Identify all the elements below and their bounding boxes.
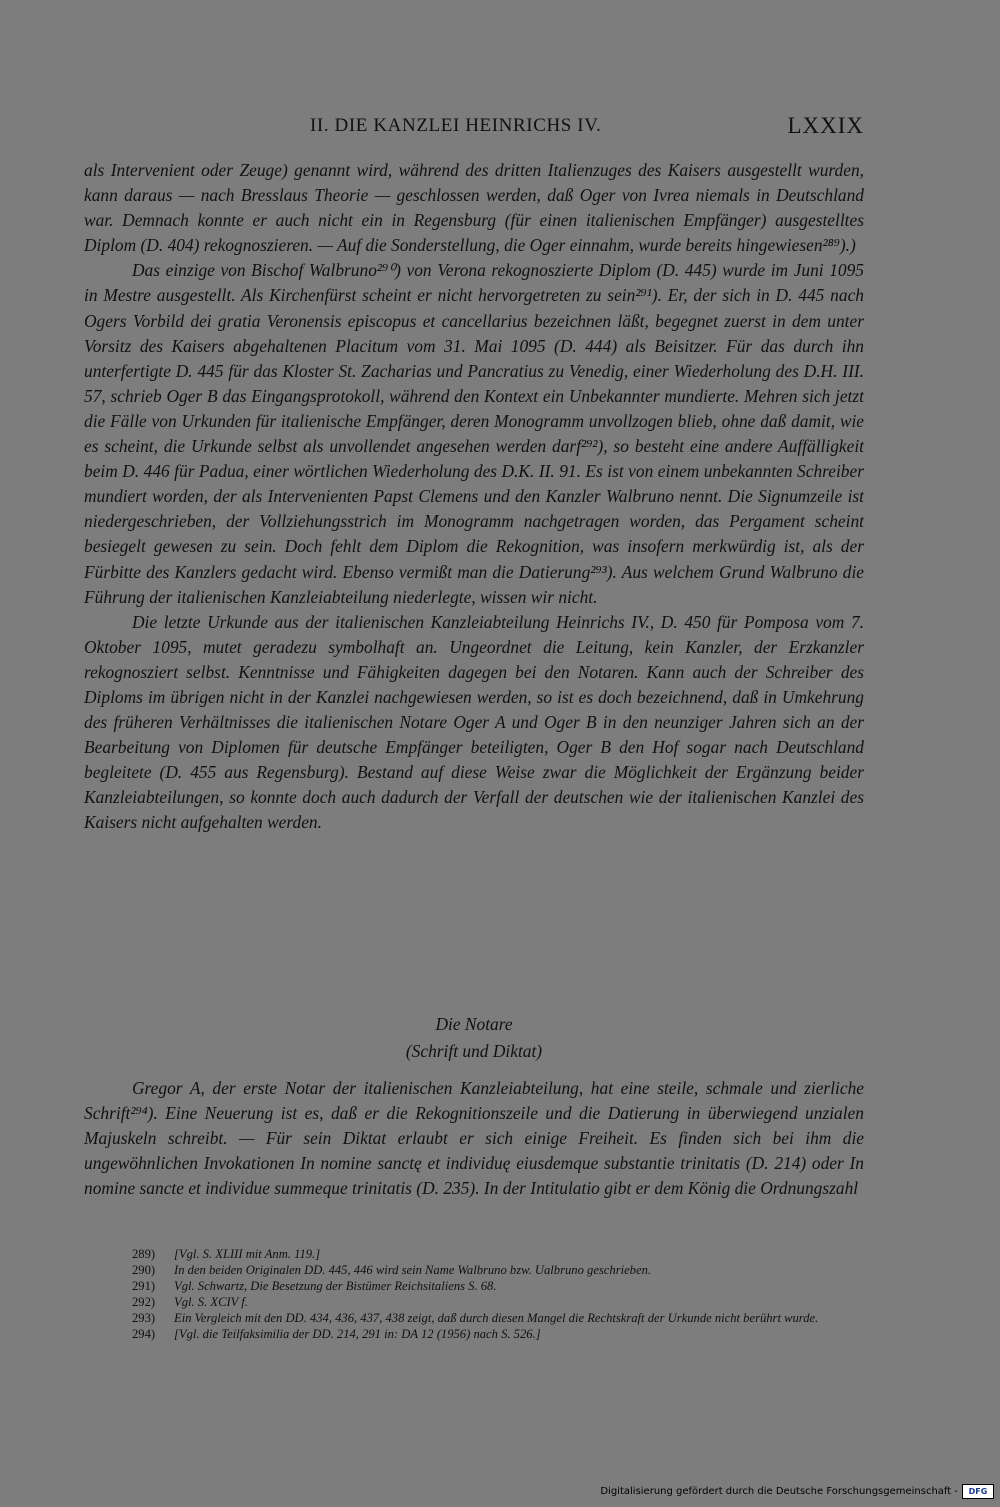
- footer-text: Digitalisierung gefördert durch die Deutsche Forschungsgemeinschaft -: [600, 1486, 958, 1497]
- dfg-logo: DFG: [962, 1484, 994, 1499]
- footnote: [132, 1246, 864, 1262]
- footnote-number: 290): [132, 1263, 156, 1278]
- paragraph: Die letzte Urkunde aus der italienischen Kanzleiabteilung Heinrichs IV., D. 450 für Pomposa vom 7. Oktober 1095, mutet geradezu symbolhaft an. Ungeordnet die Leitung, kein Kanzler, der Erzkanzler rekognosziert selbst. Kenntnisse und Fähigkeiten dagegen bei den Notaren. Kann auch der Schreiber des Diploms im übrigen nicht in der Kanzlei nachgewiesen werden, so ist es doch bezeichnend, daß in Umkehrung des früheren Verhältnisses die italienischen Notare Oger A und Oger B in den neunziger Jahren sich an der Bearbeitung von Diplomen für deutsche Empfänger beteiligten, Oger B den Hof sogar nach Deutschland begleitete (D. 455 aus Regensburg). Bestand auf diese Weise zwar die Möglichkeit der Ergänzung beider Kanzleiabteilungen, so konnte doch auch dadurch der Verfall der deutschen wie der italienischen Kanzlei des Kaisers nicht aufgehalten werden.: [84, 611, 864, 833]
- section-subheading: (Schrift und Diktat): [405, 1041, 543, 1061]
- footnote: [132, 1278, 864, 1294]
- footnote: [132, 1310, 864, 1326]
- footnote-text: In den beiden Originalen DD. 445, 446 wird sein Name Walbruno bzw. Ualbruno geschrieben.: [174, 1263, 652, 1278]
- footnote-number: 289): [132, 1247, 156, 1261]
- footnote-text: Ein Vergleich mit den DD. 434, 436, 437, 438 zeigt, daß durch diesen Mangel die Rechtskraft der Urkunde nicht berührt wurde.: [174, 1311, 819, 1326]
- footnote: [132, 1262, 864, 1278]
- footnote-number: 292): [132, 1295, 156, 1310]
- footnote-number: 294): [132, 1327, 156, 1342]
- main-text: [84, 158, 864, 836]
- section-text: [84, 1076, 864, 1201]
- paragraph: Das einzige von Bischof Walbruno²⁹⁰) von Verona rekognoszierte Diplom (D. 445) wurde im Juni 1095 in Mestre ausgestellt. Als Kirchenfürst scheint er nicht hervorgetreten zu sein²⁹¹). Er, der sich in D. 445 nach Ogers Vorbild dei gratia Veronensis episcopus et cancellarius bezeichnen läßt, begegnet zuerst in dem unter Vorsitz des Kaisers abgehaltenen Placitum vom 31. Mai 1095 (D. 444) als Beisitzer. Für das durch ihn unterfertigte D. 445 für das Kloster St. Zacharias und Pancratius zu Venedig, einer Wiederholung des D.H. III. 57, schrieb Oger B das Eingangsprotokoll, während den Kontext ein Unbekannter mundierte. Mehren sich jetzt die Fälle von Urkunden für italienische Empfänger, deren Monogramm unvollzogen blieb, ohne daß damit, wie es scheint, die Urkunde selbst als unvollendet angesehen werden darf²⁹²), so besteht eine andere Auffälligkeit beim D. 446 für Padua, einer wörtlichen Wiederholung des D.K. II. 91. Es ist von einem unbekannten Schreiber mundiert worden, der als Intervenienten Papst Clemens und den Kanzler Walbruno nennt. Die Signumzeile ist niedergeschrieben, der Vollziehungsstrich im Monogramm nachgetragen worden, das Pergament scheint besiegelt gewesen zu sein. Doch fehlt dem Diplom die Rekognition, was insofern merkwürdig ist, als der Fürbitte des Kanzlers gedacht wird. Ebenso vermißt man die Datierung²⁹³). Aus welchem Grund Walbruno die Führung der italienischen Kanzleiabteilung niederlegte, wissen wir nicht.: [84, 260, 864, 607]
- footnote: [132, 1294, 864, 1310]
- footnote-text: [Vgl. die Teilfaksimilia der DD. 214, 291 in: DA 12 (1956) nach S. 526.]: [174, 1327, 541, 1342]
- page-number: LXXIX: [787, 113, 864, 138]
- paragraph: Gregor A, der erste Notar der italienischen Kanzleiabteilung, hat eine steile, schmale und zierliche Schrift²⁹⁴). Eine Neuerung ist es, daß er die Rekognitionszeile und die Datierung in überwiegend unzialen Majuskeln schreibt. — Für sein Diktat erlaubt er sich einige Freiheit. Es finden sich bei ihm die ungewöhnlichen Invokationen In nomine sanctę et individuę eiusdemque substantie trinitatis (D. 214) oder In nomine sancte et individue summeque trinitatis (D. 235). In der Intitulatio gibt er dem König die Ordnungszahl: [84, 1078, 864, 1199]
- footnote-text: Vgl. S. XCIV f.: [174, 1295, 248, 1310]
- running-title: II. DIE KANZLEI HEINRICHS IV.: [310, 115, 602, 136]
- footnote-number: 291): [132, 1279, 156, 1294]
- digitization-footer: [600, 1484, 994, 1499]
- footnote: [132, 1326, 864, 1342]
- footnotes: [132, 1246, 864, 1343]
- paragraph: als Intervenient oder Zeuge) genannt wird, während des dritten Italienzuges des Kaisers ausgestellt wurden, kann daraus — nach Bresslaus Theorie — geschlossen werden, daß Oger von Ivrea niemals in Deutschland war. Demnach konnte er auch nicht ein in Regensburg (für einen italienischen Empfänger) ausgestelltes Diplom (D. 404) rekognoszieren. — Auf die Sonderstellung, die Oger einnahm, wurde bereits hingewiesen²⁸⁹).): [84, 160, 864, 256]
- footnote-text: [Vgl. S. XLIII mit Anm. 119.]: [174, 1247, 321, 1261]
- running-head: [84, 113, 864, 143]
- section-heading: Die Notare: [435, 1014, 513, 1034]
- footnote-number: 293): [132, 1311, 156, 1326]
- footnote-text: Vgl. Schwartz, Die Besetzung der Bistümer Reichsitaliens S. 68.: [174, 1279, 497, 1294]
